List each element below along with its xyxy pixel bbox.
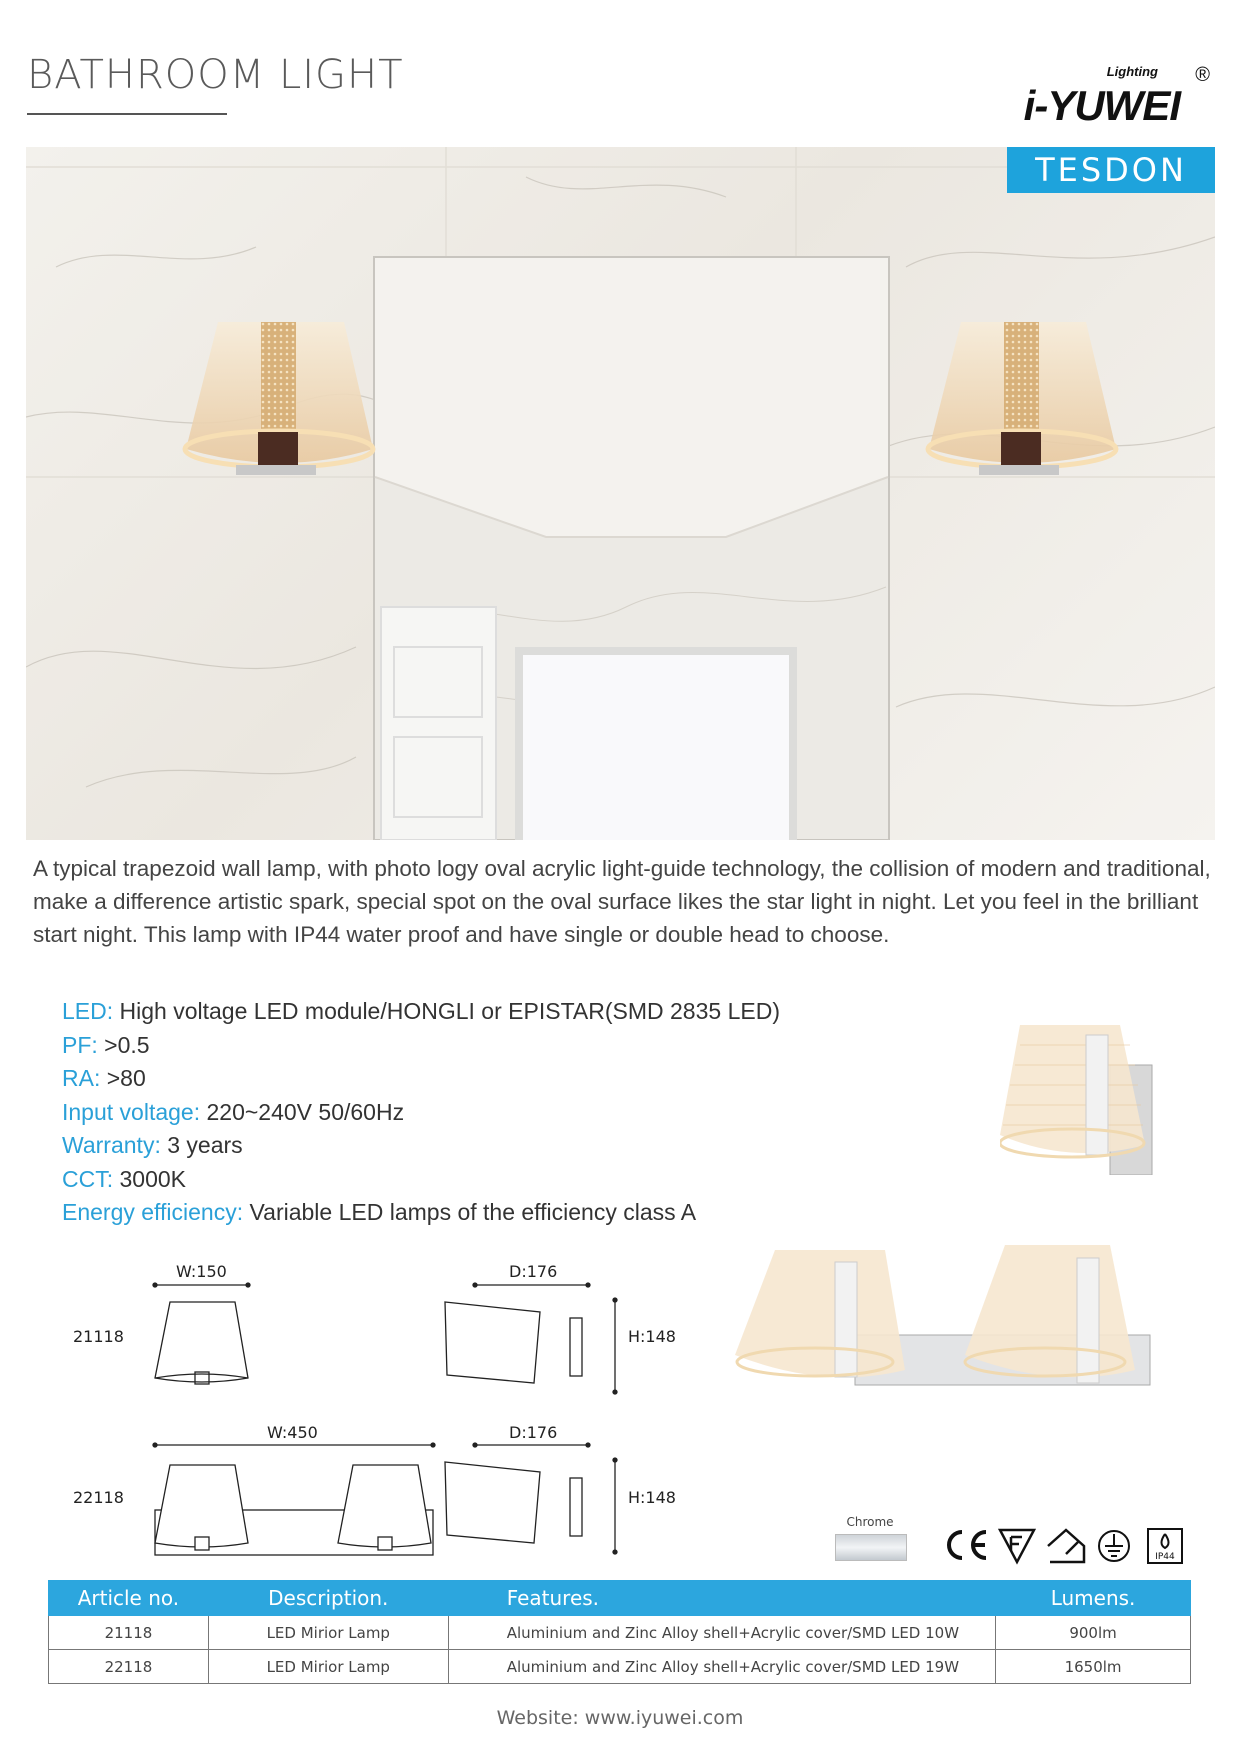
width-dimension-single: W:150: [176, 1262, 227, 1281]
title-underline: [27, 113, 227, 115]
spec-cct: CCT: 3000K: [62, 1165, 187, 1192]
width-dimension-double: W:450: [267, 1423, 318, 1442]
bathroom-scene-image: [26, 147, 1215, 840]
product-description: A typical trapezoid wall lamp, with photo logy oval acrylic light-guide technology, the collision of modern and traditional, make a difference artistic spark, special spot on the oval surface likes the star light in night. Let you feel in the brilliant start night. This lamp with IP44 water proof and have single or double head to choose.: [33, 856, 1211, 947]
spec-warranty: Warranty: 3 years: [62, 1132, 243, 1158]
spec-energy-efficiency: Energy efficiency: Variable LED lamps of the efficiency class A: [62, 1199, 697, 1225]
cell-features: Aluminium and Zinc Alloy shell+Acrylic cover/SMD LED 19W: [448, 1650, 995, 1684]
table-row: [49, 1650, 1191, 1684]
f-mark-icon: [1000, 1530, 1034, 1562]
spec-ra: RA: >80: [62, 1065, 146, 1091]
ce-mark-icon: [949, 1532, 986, 1558]
page-title: BATHROOM LIGHT: [27, 52, 404, 98]
table-header-row: [49, 1581, 1191, 1616]
single-lamp-drawing: [150, 1280, 620, 1400]
double-lamp-drawing: [150, 1440, 620, 1565]
certification-icons: [940, 1524, 1190, 1566]
lamp-left: [185, 322, 373, 475]
height-dimension-single: H:148: [628, 1327, 676, 1346]
header-description: Description.: [208, 1581, 448, 1616]
chrome-finish-swatch: [835, 1534, 907, 1561]
cell-article-no: 21118: [49, 1616, 209, 1650]
finish-label: Chrome: [846, 1515, 894, 1529]
earth-symbol-icon: [1099, 1531, 1129, 1561]
class-ii-house-icon: [1048, 1530, 1084, 1562]
brand-logo: [1000, 52, 1210, 129]
hero-photo: [26, 147, 1215, 840]
website-link[interactable]: Website: www.iyuwei.com: [496, 1707, 744, 1729]
cell-description: LED Mirior Lamp: [208, 1616, 448, 1650]
ip44-text: IP44: [1155, 1552, 1175, 1562]
table-row: [49, 1616, 1191, 1650]
cell-description: LED Mirior Lamp: [208, 1650, 448, 1684]
spec-led: LED: High voltage LED module/HONGLI or EPISTAR(SMD 2835 LED): [62, 998, 780, 1024]
cell-article-no: 22118: [49, 1650, 209, 1684]
spec-pf: PF: >0.5: [62, 1031, 150, 1058]
height-dimension-double: H:148: [628, 1488, 676, 1507]
depth-dimension-double: D:176: [509, 1423, 558, 1442]
depth-dimension-single: D:176: [509, 1262, 558, 1281]
double-lamp-product-image: [735, 1240, 1160, 1405]
header-lumens: Lumens.: [996, 1581, 1191, 1616]
single-lamp-product-image: [1000, 1015, 1170, 1175]
header-article-no: Article no.: [49, 1581, 209, 1616]
logo-wordmark: i-YUWEI: [1023, 82, 1180, 129]
spec-input-voltage: Input voltage: 220~240V 50/60Hz: [62, 1098, 405, 1125]
cell-features: Aluminium and Zinc Alloy shell+Acrylic cover/SMD LED 10W: [448, 1616, 995, 1650]
collection-badge: TESDON: [1007, 147, 1215, 193]
lamp-right: [928, 322, 1116, 475]
logo-subtitle: Lighting: [1106, 64, 1158, 79]
cell-lumens: 900lm: [996, 1616, 1191, 1650]
product-table: [48, 1580, 1191, 1684]
cell-lumens: 1650lm: [996, 1650, 1191, 1684]
registered-mark: ®: [1195, 64, 1210, 86]
spec-list: [62, 995, 780, 1230]
header-features: Features.: [448, 1581, 995, 1616]
model-number-double: 22118: [73, 1488, 124, 1507]
model-number-single: 21118: [73, 1327, 124, 1346]
